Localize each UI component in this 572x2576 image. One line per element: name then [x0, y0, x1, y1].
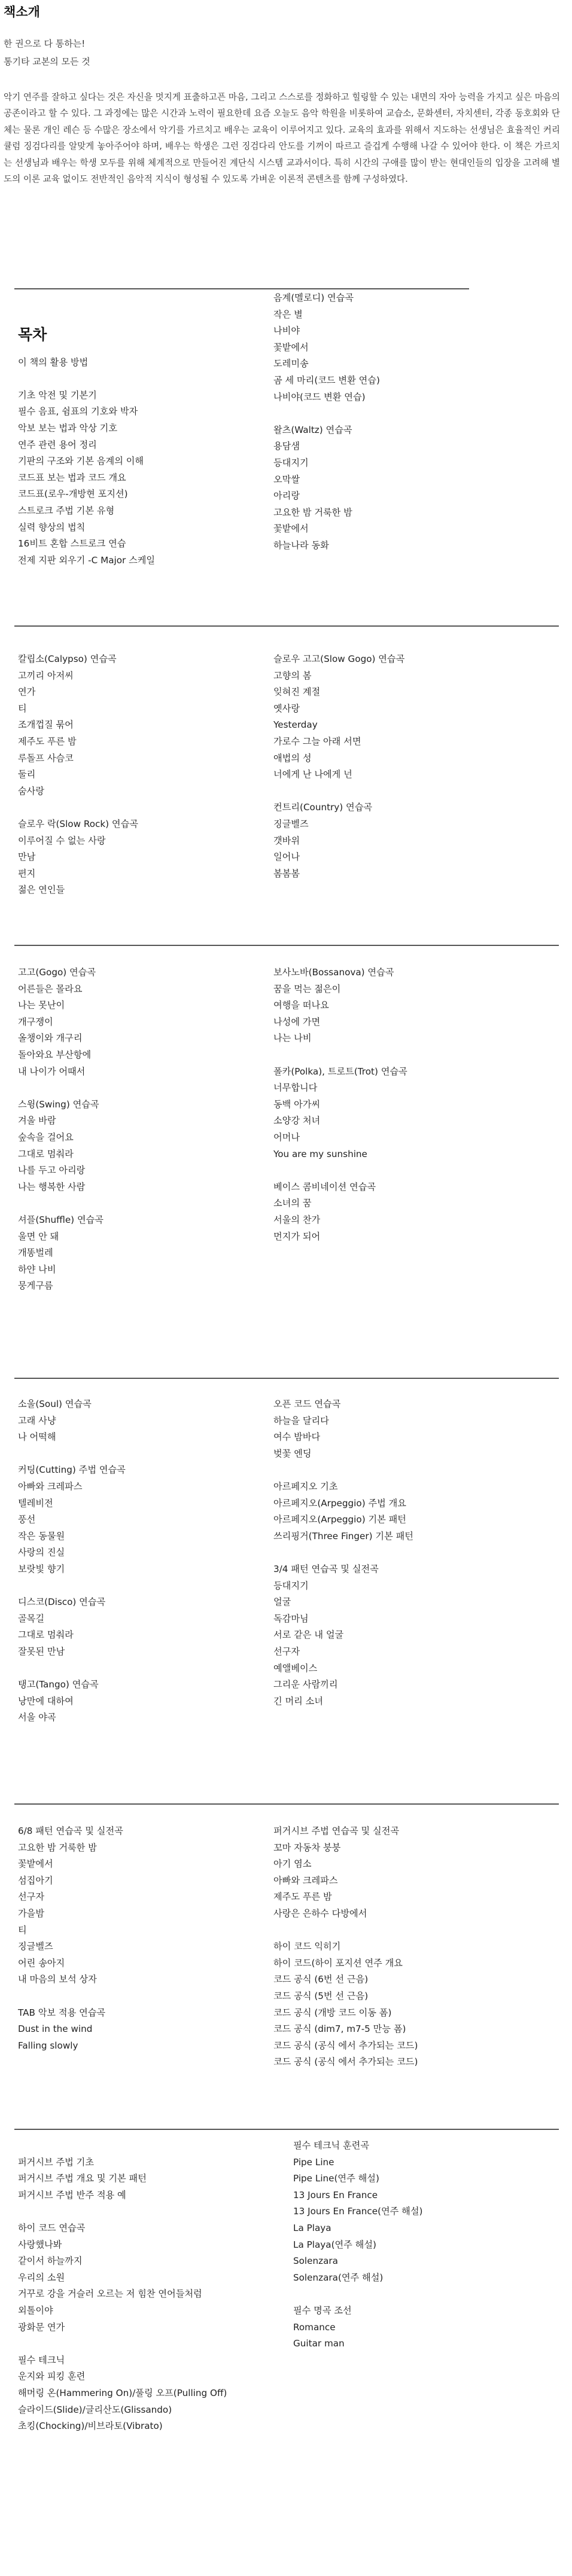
toc-item: 소녀의 꿈	[273, 1198, 312, 1209]
toc-item: 이 책의 활용 방법	[18, 356, 89, 368]
toc-item: 그대로 멈춰라	[18, 1629, 74, 1641]
toc-item: 루돌프 사슴코	[18, 752, 74, 764]
toc-item: 폴카(Polka), 트로트(Trot) 연습곡	[273, 1066, 407, 1077]
toc-item: 아르페지오(Arpeggio) 기본 패턴	[273, 1514, 406, 1525]
toc-item: 작은 동물원	[18, 1530, 65, 1542]
toc-item: 일어나	[273, 851, 300, 863]
toc-item: 편지	[18, 868, 36, 879]
toc-item: 만남	[18, 851, 36, 863]
toc-section-6-left	[18, 2138, 263, 2435]
toc-item: 퍼거시브 주법 기초	[18, 2156, 95, 2168]
toc-item: 징글벨즈	[18, 1941, 53, 1952]
toc-spacer	[18, 1661, 263, 1677]
toc-item: 전제 지판 외우기 -C Major 스케일	[18, 554, 156, 566]
toc-section-1-left	[18, 338, 263, 569]
toc-item: 코드 공식 (공식 에서 추가되는 코드)	[273, 2040, 418, 2051]
toc-item: 필수 테크닉 훈련곡	[293, 2140, 370, 2151]
toc-spacer	[18, 338, 263, 355]
toc-item: 작은 별	[273, 309, 303, 320]
toc-item: 하늘나라 동화	[273, 539, 329, 551]
toc-item: 코드 공식 (6번 선 근음)	[273, 1974, 369, 1985]
divider-section-4	[14, 1803, 559, 1805]
toc-item: 너에게 난 나에게 넌	[273, 769, 352, 780]
toc-item: 고향의 봄	[273, 670, 312, 681]
toc-item: Romance	[293, 2321, 336, 2333]
toc-item: Solenzara	[293, 2255, 338, 2267]
toc-item: TAB 악보 적용 연습곡	[18, 2007, 106, 2018]
toc-item: Dust in the wind	[18, 2023, 93, 2035]
subtitle-line-1: 한 권으로 다 통하는!	[4, 38, 86, 49]
toc-item: 제주도 푸른 밤	[273, 1891, 332, 1903]
toc-item: 사랑의 진실	[18, 1547, 65, 1558]
toc-item: 뭉게구름	[18, 1280, 53, 1292]
toc-item: 꼬마 자동차 붕붕	[273, 1842, 341, 1853]
toc-item: 코드표(로우-개방현 포지션)	[18, 489, 128, 500]
toc-section-1-right	[273, 290, 525, 554]
toc-item: Yesterday	[273, 719, 318, 731]
toc-item: 초킹(Chocking)/비브라토(Vibrato)	[18, 2421, 163, 2432]
toc-item: 나를 두고 아리랑	[18, 1165, 86, 1176]
toc-item: 운지와 피킹 훈련	[18, 2371, 86, 2382]
toc-item: 숲속을 걸어요	[18, 1131, 74, 1143]
toc-item: 독감마님	[273, 1613, 309, 1624]
toc-item: 벚꽃 엔딩	[273, 1448, 312, 1459]
toc-item: 등대지기	[273, 1580, 309, 1591]
toc-section-3-right	[273, 965, 525, 1245]
toc-item: 꽃밭에서	[18, 1858, 53, 1870]
toc-item: 돌아와요 부산항에	[18, 1049, 92, 1060]
toc-item: 고요한 밤 거룩한 밤	[18, 1842, 97, 1853]
toc-item: 광화문 연가	[18, 2321, 65, 2333]
toc-item: 낭만에 대하여	[18, 1695, 74, 1707]
toc-item: 울면 안 돼	[18, 1231, 59, 1242]
toc-item: 도레미송	[273, 358, 309, 370]
toc-item: 갯바위	[273, 835, 300, 846]
toc-item: 개구쟁이	[18, 1016, 53, 1027]
toc-item: Solenzara(연주 해설)	[293, 2272, 384, 2283]
toc-item: 서울 야곡	[18, 1712, 56, 1723]
toc-spacer	[273, 1545, 525, 1561]
toc-item: 오픈 코드 연습곡	[273, 1399, 341, 1409]
toc-item: 아기 염소	[273, 1858, 312, 1870]
toc-spacer	[273, 405, 525, 422]
divider-top	[14, 288, 469, 289]
toc-item: 16비트 혼합 스트로크 연습	[18, 538, 126, 550]
toc-section-5-left	[18, 1823, 263, 2054]
toc-item: 커팅(Cutting) 주법 연습곡	[18, 1464, 126, 1476]
toc-item: 내 마음의 보석 상자	[18, 1974, 97, 1985]
toc-item: 하이 코드 익히기	[273, 1941, 341, 1952]
toc-item: 꽃밭에서	[273, 341, 309, 353]
toc-item: 사랑은 은하수 다방에서	[273, 1907, 367, 1919]
toc-spacer	[273, 1162, 525, 1179]
toc-spacer	[18, 1080, 263, 1097]
toc-item: 하이 코드(하이 포지션 연주 개요	[273, 1957, 403, 1968]
toc-item: 아리랑	[273, 490, 300, 502]
toc-item: 나는 못난이	[18, 1000, 65, 1011]
toc-item: 소울(Soul) 연습곡	[18, 1399, 92, 1409]
toc-item: 선구자	[18, 1891, 45, 1903]
toc-item: 고끼리 아저씨	[18, 670, 74, 681]
toc-item: 나는 행복한 사람	[18, 1181, 86, 1192]
toc-item: 왈츠(Waltz) 연습곡	[273, 424, 352, 435]
divider-section-2	[14, 945, 559, 946]
toc-item: 나성에 가면	[273, 1016, 321, 1027]
toc-item: 필수 명곡 조선	[293, 2305, 352, 2316]
toc-item: 나 어떡해	[18, 1432, 56, 1443]
toc-item: 동백 아가씨	[273, 1098, 321, 1110]
toc-item: 칼립소(Calypso) 연습곡	[18, 654, 117, 664]
toc-item: 쓰리핑거(Three Finger) 기본 패턴	[273, 1530, 413, 1542]
toc-item: 내 나이가 어때서	[18, 1066, 86, 1077]
toc-item: 우리의 소원	[18, 2272, 65, 2283]
toc-spacer	[18, 2138, 263, 2154]
toc-spacer	[18, 2203, 263, 2220]
toc-spacer	[18, 1578, 263, 1595]
toc-item: 잊혀진 계절	[273, 686, 321, 698]
toc-item: 옛사랑	[273, 703, 300, 714]
toc-item: 나비야	[273, 325, 300, 337]
toc-item: 퍼거시브 주법 반주 적용 예	[18, 2189, 126, 2200]
toc-item: Pipe Line	[293, 2156, 334, 2168]
toc-item: 올챙이와 개구리	[18, 1033, 83, 1044]
toc-item: 6/8 패턴 연습곡 및 실전곡	[18, 1826, 123, 1836]
toc-item: 가로수 그늘 아래 서면	[273, 735, 361, 747]
toc-item: 숨사랑	[18, 785, 45, 796]
toc-item: 탱고(Tango) 연습곡	[18, 1679, 99, 1690]
toc-item: 기초 악전 및 기본기	[18, 389, 97, 401]
toc-item: 제주도 푸른 밤	[18, 735, 77, 747]
toc-item: 오막쌀	[273, 474, 300, 485]
toc-item: La Playa(연주 해설)	[293, 2239, 376, 2250]
toc-spacer	[18, 799, 263, 816]
toc-item: 젊은 연인들	[18, 884, 65, 896]
toc-item: 티	[18, 703, 27, 714]
toc-item: 아르페지오(Arpeggio) 주법 개요	[273, 1497, 406, 1509]
toc-item: 그대로 멈춰라	[18, 1148, 74, 1159]
toc-item: 어린 송아지	[18, 1957, 65, 1968]
toc-item: 연주 관련 용어 정리	[18, 439, 97, 450]
toc-spacer	[273, 783, 525, 800]
toc-spacer	[18, 1195, 263, 1212]
toc-item: 고래 사냥	[18, 1415, 56, 1426]
toc-item: 조개껍질 묶어	[18, 719, 74, 731]
toc-item: 둘리	[18, 769, 36, 780]
toc-item: 보사노바(Bossanova) 연습곡	[273, 967, 394, 978]
toc-item: 필수 음표, 쉼표의 기호와 박자	[18, 406, 138, 417]
toc-item: 슬로우 락(Slow Rock) 연습곡	[18, 818, 138, 829]
toc-item: 긴 머리 소녀	[273, 1695, 324, 1707]
toc-spacer	[18, 371, 263, 387]
toc-item: 잘못된 만남	[18, 1646, 65, 1657]
toc-item: 예앨베이스	[273, 1662, 318, 1674]
toc-item: 가을밤	[18, 1907, 45, 1919]
toc-item: 13 Jours En France(연주 해설)	[293, 2206, 423, 2217]
toc-item: 연가	[18, 686, 36, 698]
toc-item: 서울의 찬가	[273, 1214, 321, 1225]
toc-item: 3/4 패턴 연습곡 및 실전곡	[273, 1563, 379, 1574]
toc-item: 베이스 콤비네이션 연습곡	[273, 1181, 376, 1192]
toc-item: Guitar man	[293, 2338, 345, 2349]
toc-item: 스윙(Swing) 연습곡	[18, 1098, 99, 1110]
toc-item: 봄봄봄	[273, 868, 300, 879]
toc-item: 등대지기	[273, 457, 309, 468]
toc-item: 꽃밭에서	[273, 523, 309, 535]
toc-item: 곰 세 마리(코드 변환 연습)	[273, 374, 380, 386]
toc-item: 나는 나비	[273, 1033, 312, 1044]
toc-item: 서로 같은 내 얼굴	[273, 1629, 344, 1641]
toc-item: 아빠와 크레파스	[273, 1875, 338, 1886]
page-title: 책소개	[4, 5, 40, 19]
toc-item: 하얀 나비	[18, 1263, 56, 1275]
toc-item: 어머나	[273, 1131, 300, 1143]
toc-item: 거꾸로 강을 거슬러 오르는 저 힘찬 연어들처럼	[18, 2288, 202, 2300]
toc-item: 텔레비전	[18, 1497, 53, 1509]
toc-item: 코드 공식 (5번 선 근음)	[273, 1990, 369, 2001]
toc-item: La Playa	[293, 2222, 331, 2233]
toc-item: 너무합니다	[273, 1082, 318, 1094]
toc-item: 코드 공식 (dim7, m7-5 만능 폼)	[273, 2023, 406, 2035]
toc-item: 소양강 처녀	[273, 1115, 321, 1127]
toc-item: 용담샘	[273, 441, 300, 452]
toc-item: Falling slowly	[18, 2040, 78, 2051]
toc-spacer	[18, 1988, 263, 2005]
toc-item: 애법의 성	[273, 752, 312, 764]
toc-item: 개똥벌레	[18, 1247, 53, 1259]
toc-spacer	[18, 2336, 263, 2352]
toc-item: 아르페지오 기초	[273, 1481, 338, 1492]
toc-section-2-left	[18, 651, 263, 899]
toc-item: 필수 테크닉	[18, 2354, 65, 2366]
toc-section-6-right	[293, 2138, 544, 2352]
toc-section-3-left	[18, 965, 263, 1295]
toc-item: 코드표 보는 법과 코드 개요	[18, 472, 126, 483]
toc-item: 기판의 구조와 기본 음계의 이해	[18, 456, 144, 467]
toc-item: 아빠와 크레파스	[18, 1481, 83, 1492]
toc-item: 보랏빛 향기	[18, 1563, 65, 1574]
toc-item: 하늘을 달리다	[273, 1415, 329, 1426]
toc-item: 같이서 하늘까지	[18, 2255, 83, 2267]
toc-item: 고요한 밤 거룩한 밤	[273, 506, 352, 518]
toc-item: 골목길	[18, 1613, 45, 1624]
toc-heading: 목차	[18, 326, 47, 343]
toc-item: Pipe Line(연주 해설)	[293, 2173, 379, 2184]
toc-item: 슬로우 고고(Slow Gogo) 연습곡	[273, 654, 405, 664]
toc-spacer	[273, 1047, 525, 1064]
toc-section-4-right	[273, 1396, 525, 1710]
toc-item: 디스코(Disco) 연습곡	[18, 1597, 106, 1608]
toc-item: 스트로크 주법 기본 유형	[18, 505, 115, 516]
toc-item: 나비야(코드 변환 연습)	[273, 391, 366, 402]
toc-item: 외톨이야	[18, 2305, 53, 2316]
toc-item: You are my sunshine	[273, 1148, 367, 1159]
subtitle-line-2: 통기타 교본의 모든 것	[4, 56, 90, 67]
toc-item: 풍선	[18, 1514, 36, 1525]
toc-item: 셔플(Shuffle) 연습곡	[18, 1214, 104, 1225]
toc-item: 먼지가 되어	[273, 1231, 321, 1242]
toc-item: 13 Jours En France	[293, 2189, 378, 2200]
toc-item: 얼굴	[273, 1597, 291, 1608]
toc-item: 섬집아기	[18, 1875, 53, 1886]
toc-item: 슬라이드(Slide)/글리산도(Glissando)	[18, 2404, 172, 2415]
toc-spacer	[18, 1446, 263, 1463]
divider-section-3	[14, 1378, 559, 1379]
toc-item: 어른들은 몰라요	[18, 983, 83, 994]
toc-item: 악보 보는 법과 악상 기호	[18, 422, 118, 434]
toc-item: 해머링 온(Hammering On)/풀링 오프(Pulling Off)	[18, 2387, 227, 2398]
toc-item: 퍼거시브 주법 연습곡 및 실전곡	[273, 1826, 400, 1836]
toc-item: 코드 공식 (공식 에서 추가되는 코드)	[273, 2056, 418, 2068]
toc-item: 겨울 바람	[18, 1115, 56, 1127]
toc-item: 하이 코드 연습곡	[18, 2222, 86, 2233]
toc-item: 음계(멜로디) 연습곡	[273, 292, 354, 303]
toc-item: 여행을 떠나요	[273, 1000, 329, 1011]
toc-spacer	[293, 2286, 544, 2303]
divider-section-5	[14, 2129, 559, 2130]
toc-item: 사랑했나봐	[18, 2239, 62, 2250]
toc-item: 여수 밤바다	[273, 1432, 321, 1443]
toc-item: 고고(Gogo) 연습곡	[18, 967, 96, 978]
toc-section-2-right	[273, 651, 525, 882]
toc-item: 실력 향상의 법칙	[18, 521, 86, 533]
toc-item: 선구자	[273, 1646, 300, 1657]
toc-item: 코드 공식 (개방 코드 이동 폼)	[273, 2007, 392, 2018]
toc-section-5-right	[273, 1823, 525, 2071]
toc-section-4-left	[18, 1396, 263, 1726]
toc-item: 퍼거시브 주법 개요 및 기본 패턴	[18, 2173, 147, 2184]
toc-item: 징글벨즈	[273, 818, 309, 829]
intro-paragraph: 악기 연주를 잘하고 싶다는 것은 자신을 멋지게 표출하고픈 마음, 그리고 스스로를 정화하고 힐링할 수 있는 내면의 자아 능력을 가지고 싶은 마음의 공존이라고 할 수 있다. 그 과정에는 많은 시간과 노력이 필요한데 요즘 오늘도 음악 학원을 비롯하여 교습소, 문화센터, 자치센터, 각종 동호회와 단체는 물론 개인 레슨 등 수많은 장소에서 악기를 가르치고 배우는 교육이 이루어지고 있다. 교육의 효과를 위해서 지도하는 선생님은 효율적인 커리큘럼 징검다리를 알맞게 놓아주어야 하며, 배우는 학생은 그런 징검다리 안도를 기꺼이 따르고 즐겁게 수행해 나갈 수 있어야 한다. 이 책은 가르치는 선생님과 배우는 학생 모두를 위해 체계적으로 만들어진 계단식 시스템 교과서이다. 특히 시간의 구애를 많이 받는 현대인들의 입장을 고려해 별도의 이론 교육 없이도 전반적인 음악적 지식이 형성될 수 있도록 가벼운 이론적 콘텐츠를 함께 구성하였다.	[4, 92, 560, 185]
toc-item: 꿈을 먹는 젊은이	[273, 983, 341, 994]
toc-spacer	[273, 1922, 525, 1939]
toc-item: 이루어질 수 없는 사랑	[18, 835, 106, 846]
toc-item: 그리운 사람끼리	[273, 1679, 338, 1690]
toc-spacer	[273, 1462, 525, 1479]
toc-item: 티	[18, 1924, 27, 1936]
toc-item: 컨트리(Country) 연습곡	[273, 802, 373, 813]
divider-section-1	[14, 625, 559, 627]
